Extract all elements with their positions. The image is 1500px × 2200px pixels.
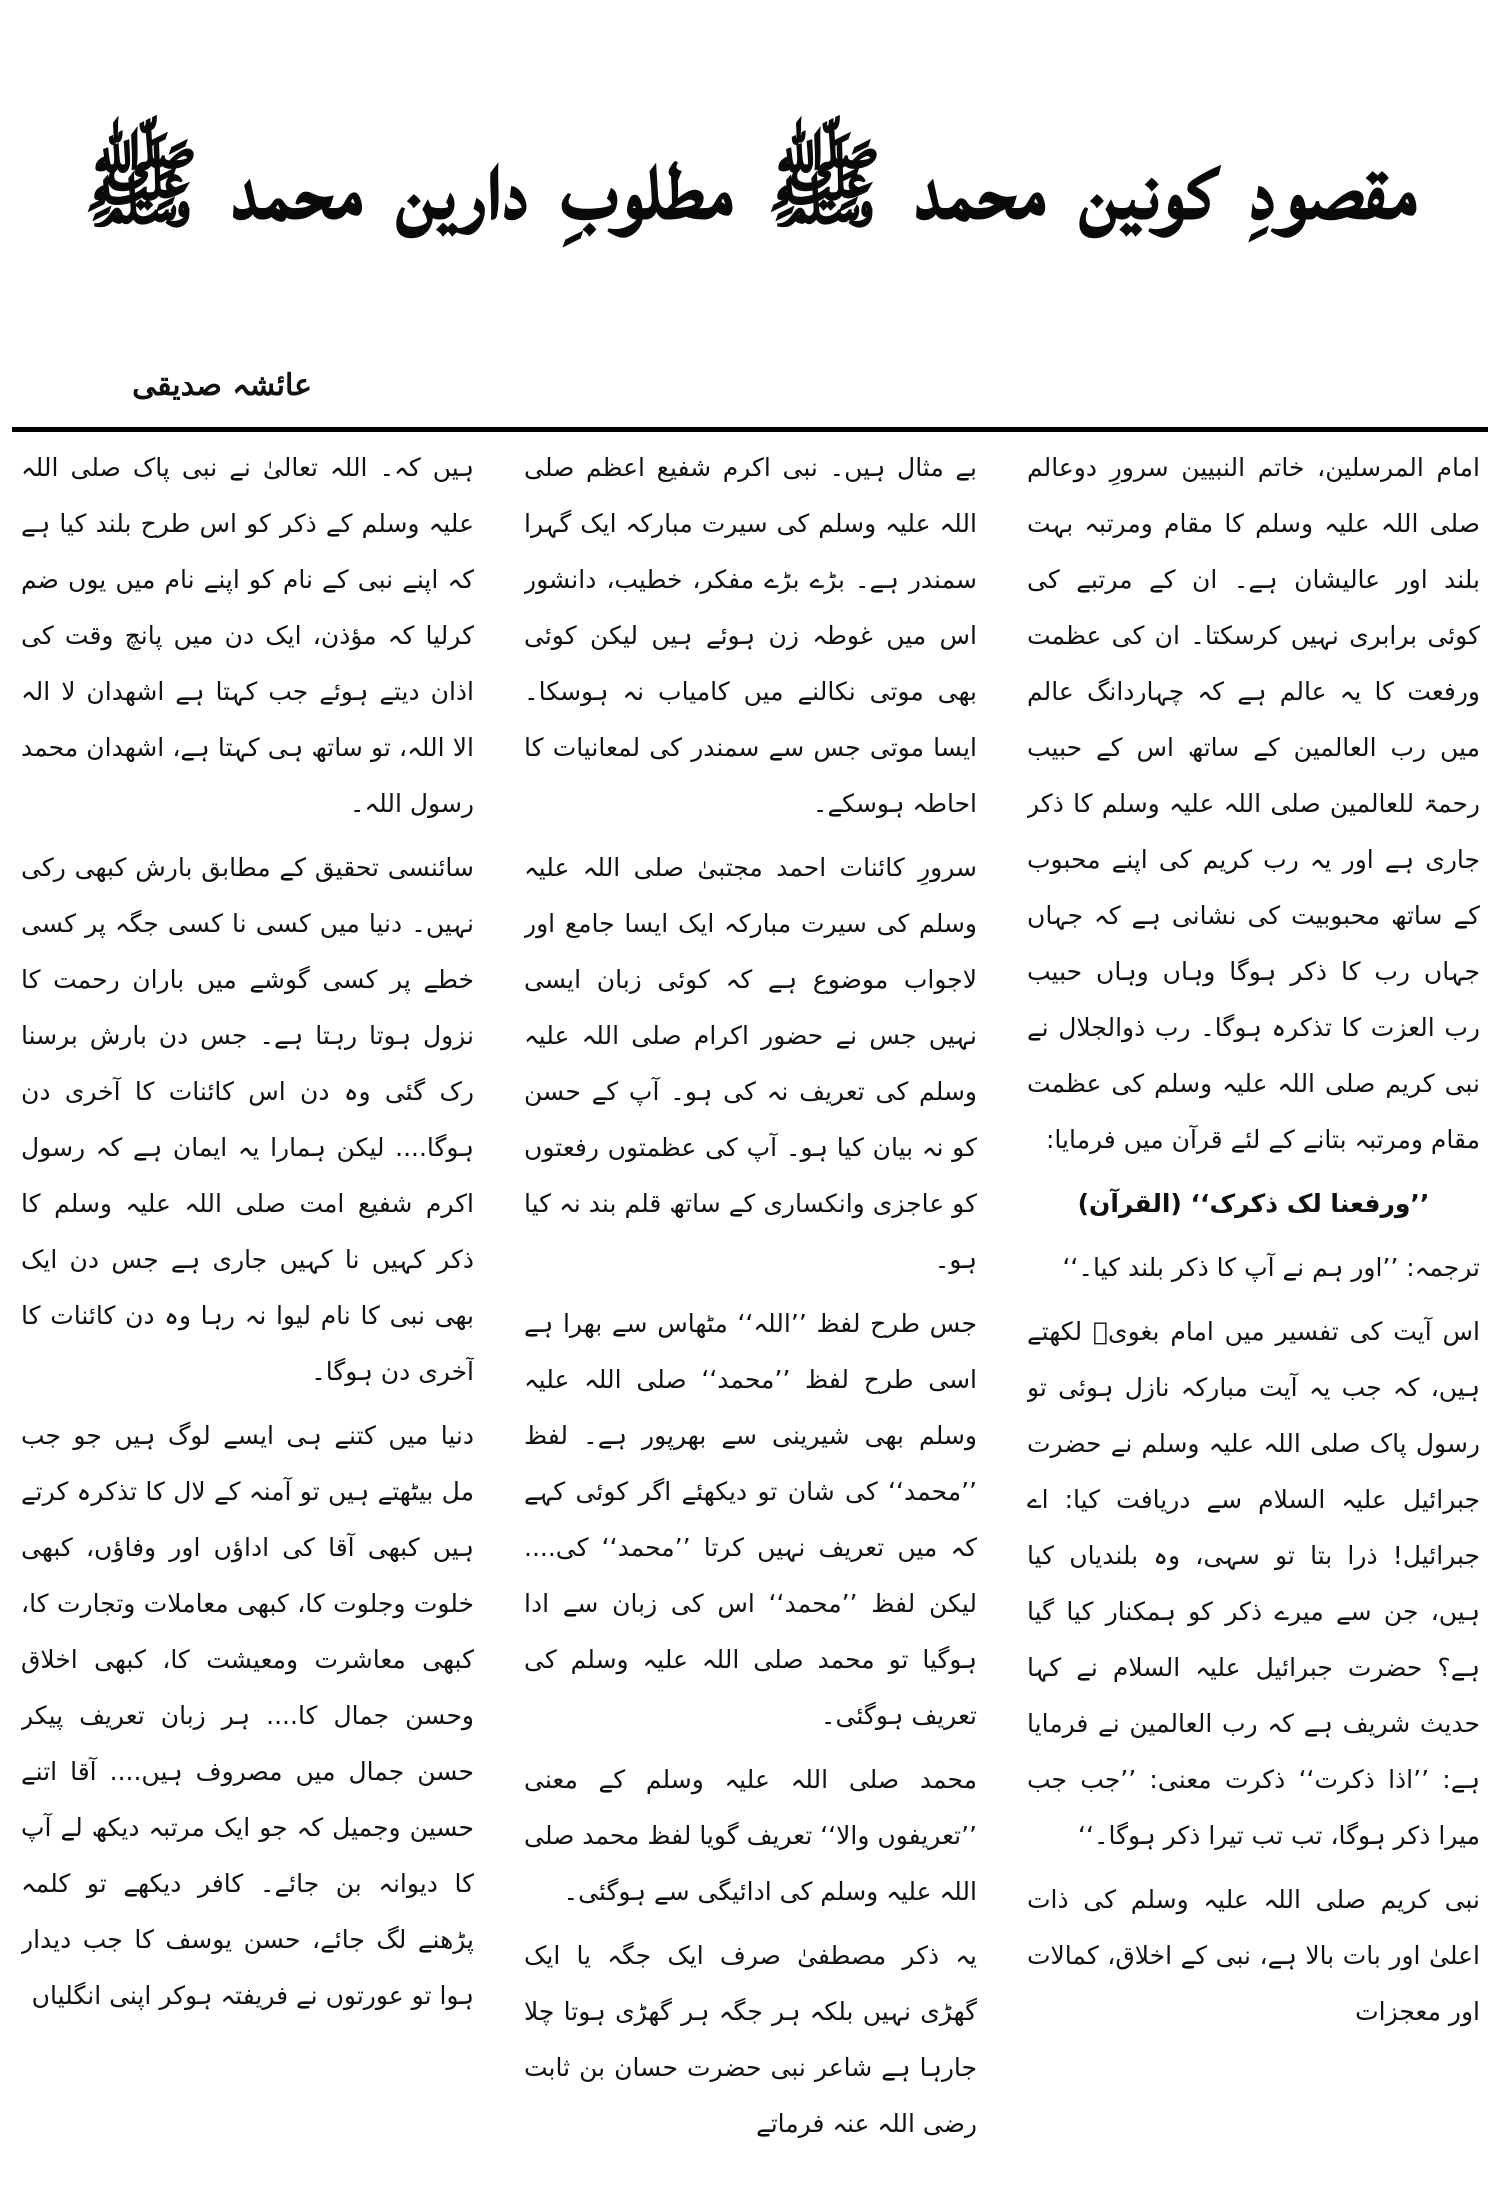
paragraph: ہیں کہ۔ اللہ تعالیٰ نے نبی پاک صلی اللہ علیہ وسلم کے ذکر کو اس طرح بلند کیا ہے کہ اپنے نبی کے نام کو اپنے نام میں یوں ضم کرلیا کہ مؤذن، ایک دن میں پانچ وقت کی اذان دیتے ہوئے جب کہتا ہے اشھدان لا الہ الا اللہ، تو ساتھ ہی کہتا ہے، اشھدان محمد رسول اللہ۔ bbox=[21, 453, 474, 818]
article-body bbox=[20, 440, 1480, 2180]
paragraph: اس آیت کی تفسیر میں امام بغویؒ لکھتے ہیں، کہ جب یہ آیت مبارکہ نازل ہوئی تو رسول پاک صلی اللہ علیہ وسلم نے حضرت جبرائیل علیہ السلام سے دریافت کیا: اے جبرائیل! ذرا بتا تو سہی، وہ بلندیاں کیا ہیں، جن سے میرے ذکر کو ہمکنار کیا گیا ہے؟ حضرت جبرائیل علیہ السلام نے کہا حدیث شریف ہے کہ رب العالمین نے فرمایا ہے: ’’اذا ذکرت‘‘ ذکرت معنی: ’’جب جب میرا ذکر ہوگا، تب تب تیرا ذکر ہوگا۔‘‘ bbox=[1027, 1317, 1480, 1850]
paragraph: یہ ذکر مصطفیٰ صرف ایک جگہ یا ایک گھڑی نہیں بلکہ ہر جگہ ہر گھڑی ہوتا چلا جارہا ہے شاعر نبی حضرت حسان بن ثابت رضی اللہ عنہ فرماتے bbox=[524, 1941, 977, 2138]
column-right bbox=[1027, 440, 1480, 2180]
paragraph: ترجمہ: ’’اور ہم نے آپ کا ذکر بلند کیا۔‘‘ bbox=[1062, 1253, 1480, 1282]
paragraph: جس طرح لفظ ’’اللہ‘‘ مٹھاس سے بھرا ہے اسی طرح لفظ ’’محمد‘‘ صلی اللہ علیہ وسلم بھی شیرینی سے بھرپور ہے۔ لفظ ’’محمد‘‘ کی شان تو دیکھئے اگر کوئی کہے کہ میں تعریف نہیں کرتا ’’محمد‘‘ کی.... لیکن لفظ ’’محمد‘‘ اس کی زبان سے ادا ہوگیا تو محمد صلی اللہ علیہ وسلم کی تعریف ہوگئی۔ bbox=[524, 1309, 977, 1730]
paragraph: امام المرسلین، خاتم النبیین سرورِ دوعالم صلی اللہ علیہ وسلم کا مقام ومرتبہ بہت بلند اور عالیشان ہے۔ ان کے مرتبے کی کوئی برابری نہیں کرسکتا۔ ان کی عظمت ورفعت کا یہ عالم ہے کہ چہاردانگ عالم میں رب العالمین کے ساتھ اس کے حبیب رحمۃ للعالمین صلی اللہ علیہ وسلم کا ذکر جاری ہے اور یہ رب کریم کی اپنے محبوب کے ساتھ محبوبیت کی نشانی ہے کہ جہاں جہاں رب کا ذکر ہوگا وہاں وہاں حبیب رب العزت کا تذکرہ ہوگا۔ رب ذوالجلال نے نبی کریم صلی اللہ علیہ وسلم کی عظمت مقام ومرتبہ بتانے کے لئے قرآن میں فرمایا: bbox=[1027, 453, 1480, 1154]
paragraph: دنیا میں کتنے ہی ایسے لوگ ہیں جو جب مل بیٹھتے ہیں تو آمنہ کے لال کا تذکرہ کرتے ہیں کبھی آقا کی اداؤں اور وفاؤں، کبھی خلوت وجلوت کا، کبھی معاملات وتجارت کا، کبھی معاشرت ومعیشت کا، کبھی اخلاق وحسن جمال کا.... ہر زبان تعریف پیکر حسن جمال میں مصروف ہیں.... آقا اتنے حسین وجمیل کہ جو ایک مرتبہ دیکھ لے آپ کا دیوانہ بن جائے۔ کافر دیکھے تو کلمہ پڑھنے لگ جائے، حسن یوسف کا جب دیدار ہوا تو عورتوں نے فریفتہ ہوکر اپنی انگلیاں bbox=[21, 1421, 474, 2010]
paragraph: بے مثال ہیں۔ نبی اکرم شفیع اعظم صلی اللہ علیہ وسلم کی سیرت مبارکہ ایک گہرا سمندر ہے۔ بڑے بڑے مفکر، خطیب، دانشور اس میں غوطہ زن ہوئے ہیں لیکن کوئی بھی موتی نکالنے میں کامیاب نہ ہوسکا۔ ایسا موتی جس سے سمندر کی لمعانیات کا احاطہ ہوسکے۔ bbox=[524, 453, 977, 818]
paragraph: سائنسی تحقیق کے مطابق بارش کبھی رکی نہیں۔ دنیا میں کسی نا کسی جگہ پر کسی خطے پر کسی گوشے میں باران رحمت کا نزول ہوتا رہتا ہے۔ جس دن بارش برسنا رک گئی وہ دن اس کائنات کا آخری دن ہوگا.... لیکن ہمارا یہ ایمان ہے کہ رسول اکرم شفیع امت صلی اللہ علیہ وسلم کا ذکر کہیں نا کہیں جاری ہے جس دن ایک بھی نبی کا نام لیوا نہ رہا وہ دن کائنات کا آخری دن ہوگا۔ bbox=[21, 853, 474, 1386]
paragraph: سرورِ کائنات احمد مجتبیٰ صلی اللہ علیہ وسلم کی سیرت مبارکہ ایک ایسا جامع اور لاجواب موضوع ہے کہ کوئی زبان ایسی نہیں جس نے حضور اکرام صلی اللہ علیہ وسلم کی تعریف نہ کی ہو۔ آپ کے حسن کو نہ بیان کیا ہو۔ آپ کی عظمتوں رفعتوں کو عاجزی وانکساری کے ساتھ قلم بند نہ کیا ہو۔ bbox=[524, 853, 977, 1274]
column-middle bbox=[524, 440, 977, 2180]
quran-quote: ’’ورفعنا لک ذکرک‘‘ (القرآن) bbox=[1077, 1189, 1430, 1218]
article-headline: مقصودِ کونین محمد ﷺ مطلوبِ دارین محمد ﷺ bbox=[83, 128, 1417, 242]
byline bbox=[12, 360, 312, 410]
column-left bbox=[21, 440, 474, 2180]
header-divider bbox=[12, 427, 1488, 432]
headline-area bbox=[60, 60, 1440, 310]
paragraph: محمد صلی اللہ علیہ وسلم کے معنی ’’تعریفوں والا‘‘ تعریف گویا لفظ محمد صلی اللہ علیہ وسلم کی ادائیگی سے ہوگئی۔ bbox=[524, 1765, 977, 1906]
author-name: عائشہ صدیقی bbox=[132, 367, 312, 403]
paragraph: نبی کریم صلی اللہ علیہ وسلم کی ذات اعلیٰ اور بات بالا ہے، نبی کے اخلاق، کمالات اور معجزات bbox=[1027, 1885, 1480, 2026]
